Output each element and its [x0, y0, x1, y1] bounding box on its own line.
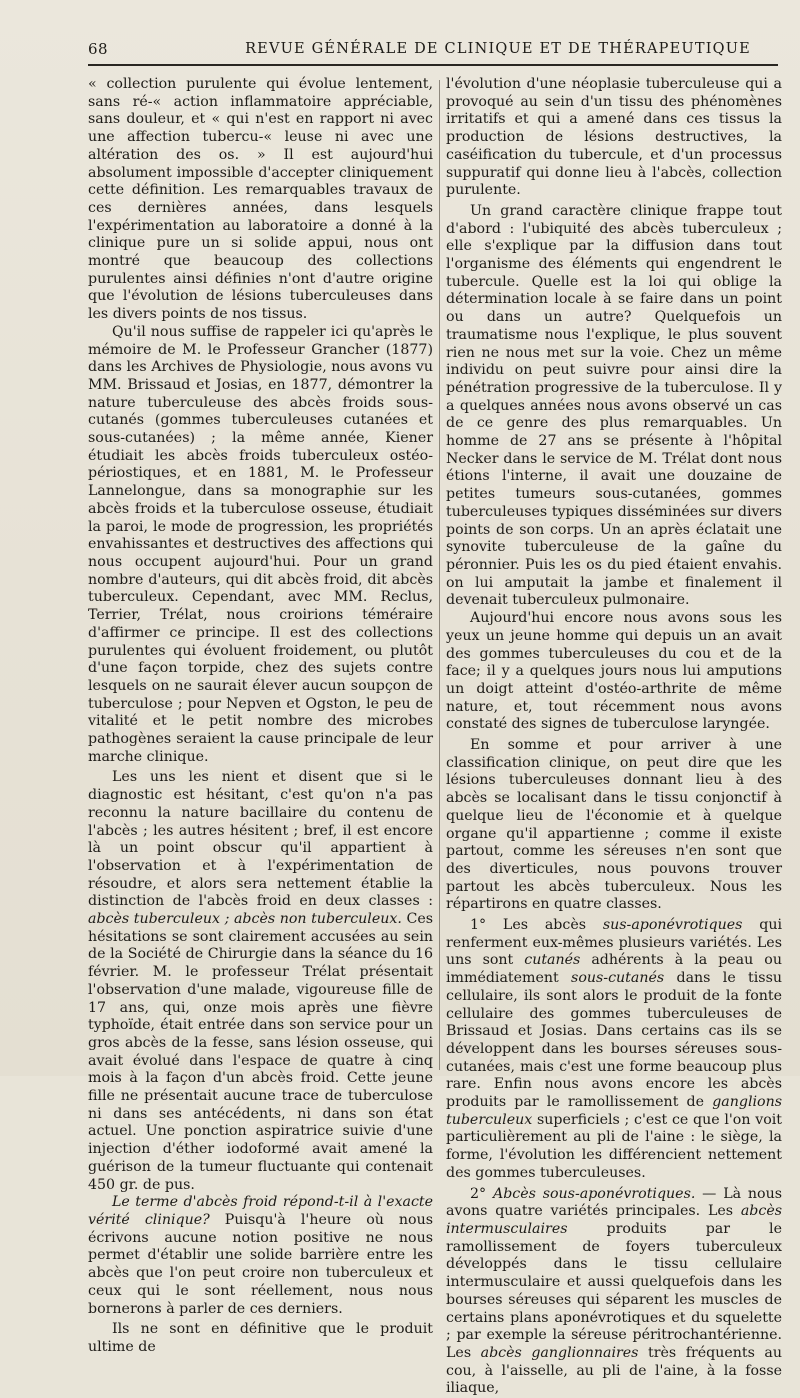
paragraph: Ils ne sont en définitive que le produit ultime de [88, 1321, 433, 1355]
paragraph: Aujourd'hui encore nous avons sous les yeux un jeune homme qui depuis un an avait des gommes tuberculeuses du cou et de la face; il y a quelques jours nous lui amputions un doigt atteint d'ostéo-arthrite de même nature, et, tout récemment nous avons constaté des signes de tuberculose laryngée. [446, 610, 782, 733]
paragraph-text: 1° Les abcès [470, 917, 603, 934]
italic-text: sous-cutanés [571, 970, 665, 987]
paragraph [88, 1194, 433, 1318]
column-divider [439, 80, 440, 1070]
right-column [446, 76, 782, 1398]
paragraph-text: qui renferment eux-mêmes plusieurs variétés. Les uns sont [446, 917, 782, 969]
paragraph-text: Puisqu'à l'heure où nous écrivons aucune notion positive ne nous permet d'établir une solide barrière entre les abcès que l'on peut croire non tuberculeux et ceux qui le sont réellement, nous nous bornerons à parler de ces derniers. [88, 1212, 433, 1317]
paragraph-text: dans le tissu cellulaire, ils sont alors le produit de la fonte cellulaire des gommes tuberculeuses de Brissaud et Josias. Dans certains cas ils se développent dans les bourses séreuses sous-cutanées, mais c'est une forme beaucoup plus rare. Enfin nous avons encore les abcès produits par le ramollissement de [446, 970, 782, 1111]
left-column [88, 76, 433, 1357]
paragraph: En somme et pour arriver à une classification clinique, on peut dire que les lésions tuberculeuses donnant lieu à des abcès se localisant dans le tissu conjonctif à quelque lieu de l'économie et à quelque organe qu'il appartienne ; comme il existe partout, comme les séreuses n'en sont que des diverticules, nous pouvons trouver partout les abcès tuberculeux. Nous les répartirons en quatre classes. [446, 737, 782, 913]
paragraph-text: Les uns les nient et disent que si le diagnostic est hésitant, c'est qu'on n'a pas reconnu la nature bacillaire du contenu de l'abcès ; les autres hésitent ; bref, il est encore là un point obscur qu'il appartient à l'observation et à l'expérimentation de résoudre, et alors sera nettement établie la distinction de l'abcès froid en deux classes : [88, 769, 433, 910]
paragraph-text: — Là nous avons quatre variétés principales. Les [446, 1185, 782, 1220]
paragraph: l'évolution d'une néoplasie tuberculeuse qui a provoqué au sein d'un tissu des phénomènes irritatifs et qui a amené dans ces tissus la production de lésions destructives, la caséification du tubercule, et d'un processus suppuratif qui donne lieu à l'abcès, collection purulente. [446, 76, 782, 199]
italic-text: cutanés [524, 952, 581, 969]
italic-text: ganglions tuberculeux [446, 1094, 782, 1128]
paragraph-text: adhérents à la peau ou immédiatement [446, 952, 782, 987]
italic-text: Abcès sous-aponévrotiques. [492, 1185, 696, 1202]
paragraph-text: superficiels ; c'est ce que l'on voit particulièrement au pli de l'aine : le siège, la forme, l'évolution les différencient nettement des gommes tuberculeuses. [446, 1111, 782, 1181]
italic-text: abcès tuberculeux ; abcès non tuberculeux. [88, 911, 402, 928]
paragraph: Qu'il nous suffise de rappeler ici qu'après le mémoire de M. le Professeur Grancher (1877) dans les Archives de Physiologie, nous avons vu MM. Brissaud et Josias, en 1877, démontrer la nature tuberculeuse des abcès froids sous-cutanés (gommes tuberculeuses cutanées et sous-cutanées) ; la même année, Kiener étudiait les abcès froids tuberculeux ostéo-périostiques, et en 1881, M. le Professeur Lannelongue, dans sa monographie sur les abcès froids et la tuberculose osseuse, étudiait la paroi, le mode de progression, les propriétés envahissantes et destructives des affections qui nous occupent aujourd'hui. Pour un grand nombre d'auteurs, qui dit abcès froid, dit abcès tuberculeux. Cependant, avec MM. Reclus, Terrier, Trélat, nous croirions téméraire d'affirmer ce principe. Il est des collections purulentes qui évoluent froidement, ou plutôt d'une façon torpide, chez des sujets contre lesquels on ne saurait élever aucun soupçon de tuberculose ; pour Nepven et Ogston, le peu de vitalité et le petit nombre des microbes pathogènes seraient la cause principale de leur marche clinique. [88, 323, 433, 765]
paragraph-text: très fréquents au cou, à l'aisselle, au pli de l'aine, à la fosse iliaque, [446, 1344, 782, 1397]
running-title: REVUE GÉNÉRALE DE CLINIQUE ET DE THÉRAPEUTIQUE [245, 41, 751, 57]
italic-text: abcès ganglionnaires [480, 1344, 639, 1361]
italic-text: Le terme d'abcès froid répond-t-il à l'exacte vérité clinique? [88, 1194, 433, 1228]
paragraph-text: Ces hésitations se sont clairement accusées au sein de la Société de Chirurgie dans la séance du 16 février. M. le professeur Trélat présentait l'observation d'une malade, vigoureuse fille de 17 ans, qui, onze mois après une fièvre typhoïde, était entrée dans son service pour un gros abcès de la fesse, sans lésion osseuse, qui avait évolué dans l'espace de quatre à cinq mois à la façon d'un abcès froid. Cette jeune fille ne présentait aucune trace de tuberculose ni dans ses antécédents, ni dans son état actuel. Une ponction aspiratrice suivie d'une injection d'éther iodoformé avait amené la guérison de la tumeur fluctuante qui contenait 450 gr. de pus. [88, 911, 433, 1193]
page-header [88, 38, 778, 66]
italic-text: abcès intermusculaires [446, 1203, 782, 1237]
paragraph [446, 917, 782, 1183]
paragraph [88, 769, 433, 1194]
italic-text: sus-aponévrotiques [602, 917, 743, 934]
paragraph: « collection purulente qui évolue lentement, sans ré-« action inflammatoire appréciable, sans douleur, et « qui n'est en rapport ni avec une affection tubercu-« leuse ni avec une altération des os. » Il est aujourd'hui absolument impossible d'accepter cliniquement cette définition. Les remarquables travaux de ces dernières années, dans lesquels l'expérimentation au laboratoire a donné à la clinique pure un si solide appui, nous ont montré que beaucoup des collections purulentes ainsi définies n'ont d'autre origine que l'évolution de lésions tuberculeuses dans les divers points de nos tissus. [88, 76, 433, 323]
paragraph: Un grand caractère clinique frappe tout d'abord : l'ubiquité des abcès tuberculeux ; elle s'explique par la diffusion dans tout l'organisme des éléments qui engendrent le tubercule. Quelle est la loi qui oblige la détermination locale à se faire dans un point ou dans un autre? Quelquefois un traumatisme nous l'explique, le plus souvent rien ne nous met sur la voie. Chez un même individu on peut suivre pour ainsi dire la pénétration progressive de la tuberculose. Il y a quelques années nous avons observé un cas de ce genre des plus remarquables. Un homme de 27 ans se présente à l'hôpital Necker dans le service de M. Trélat dont nous étions l'interne, il avait une douzaine de petites tumeurs sous-cutanées, gommes tuberculeuses typiques disséminées sur divers points de son corps. Un an après éclatait une synovite tuberculeuse de la gaîne du péronnier. Puis les os du pied étaient envahis. on lui amputait la jambe et finalement il devenait tuberculeux pulmonaire. [446, 202, 782, 609]
paragraph [446, 1186, 782, 1398]
paragraph-text: produits par le ramollissement de foyers tuberculeux développés dans le tissu cellulaire intermusculaire et aussi quelquefois dans les bourses séreuses qui séparent les muscles de certains plans aponévrotiques et du squelette ; par exemple la séreuse péritrochantérienne. Les [446, 1221, 782, 1361]
paragraph-text: 2° [470, 1185, 493, 1202]
page-number: 68 [88, 40, 109, 58]
